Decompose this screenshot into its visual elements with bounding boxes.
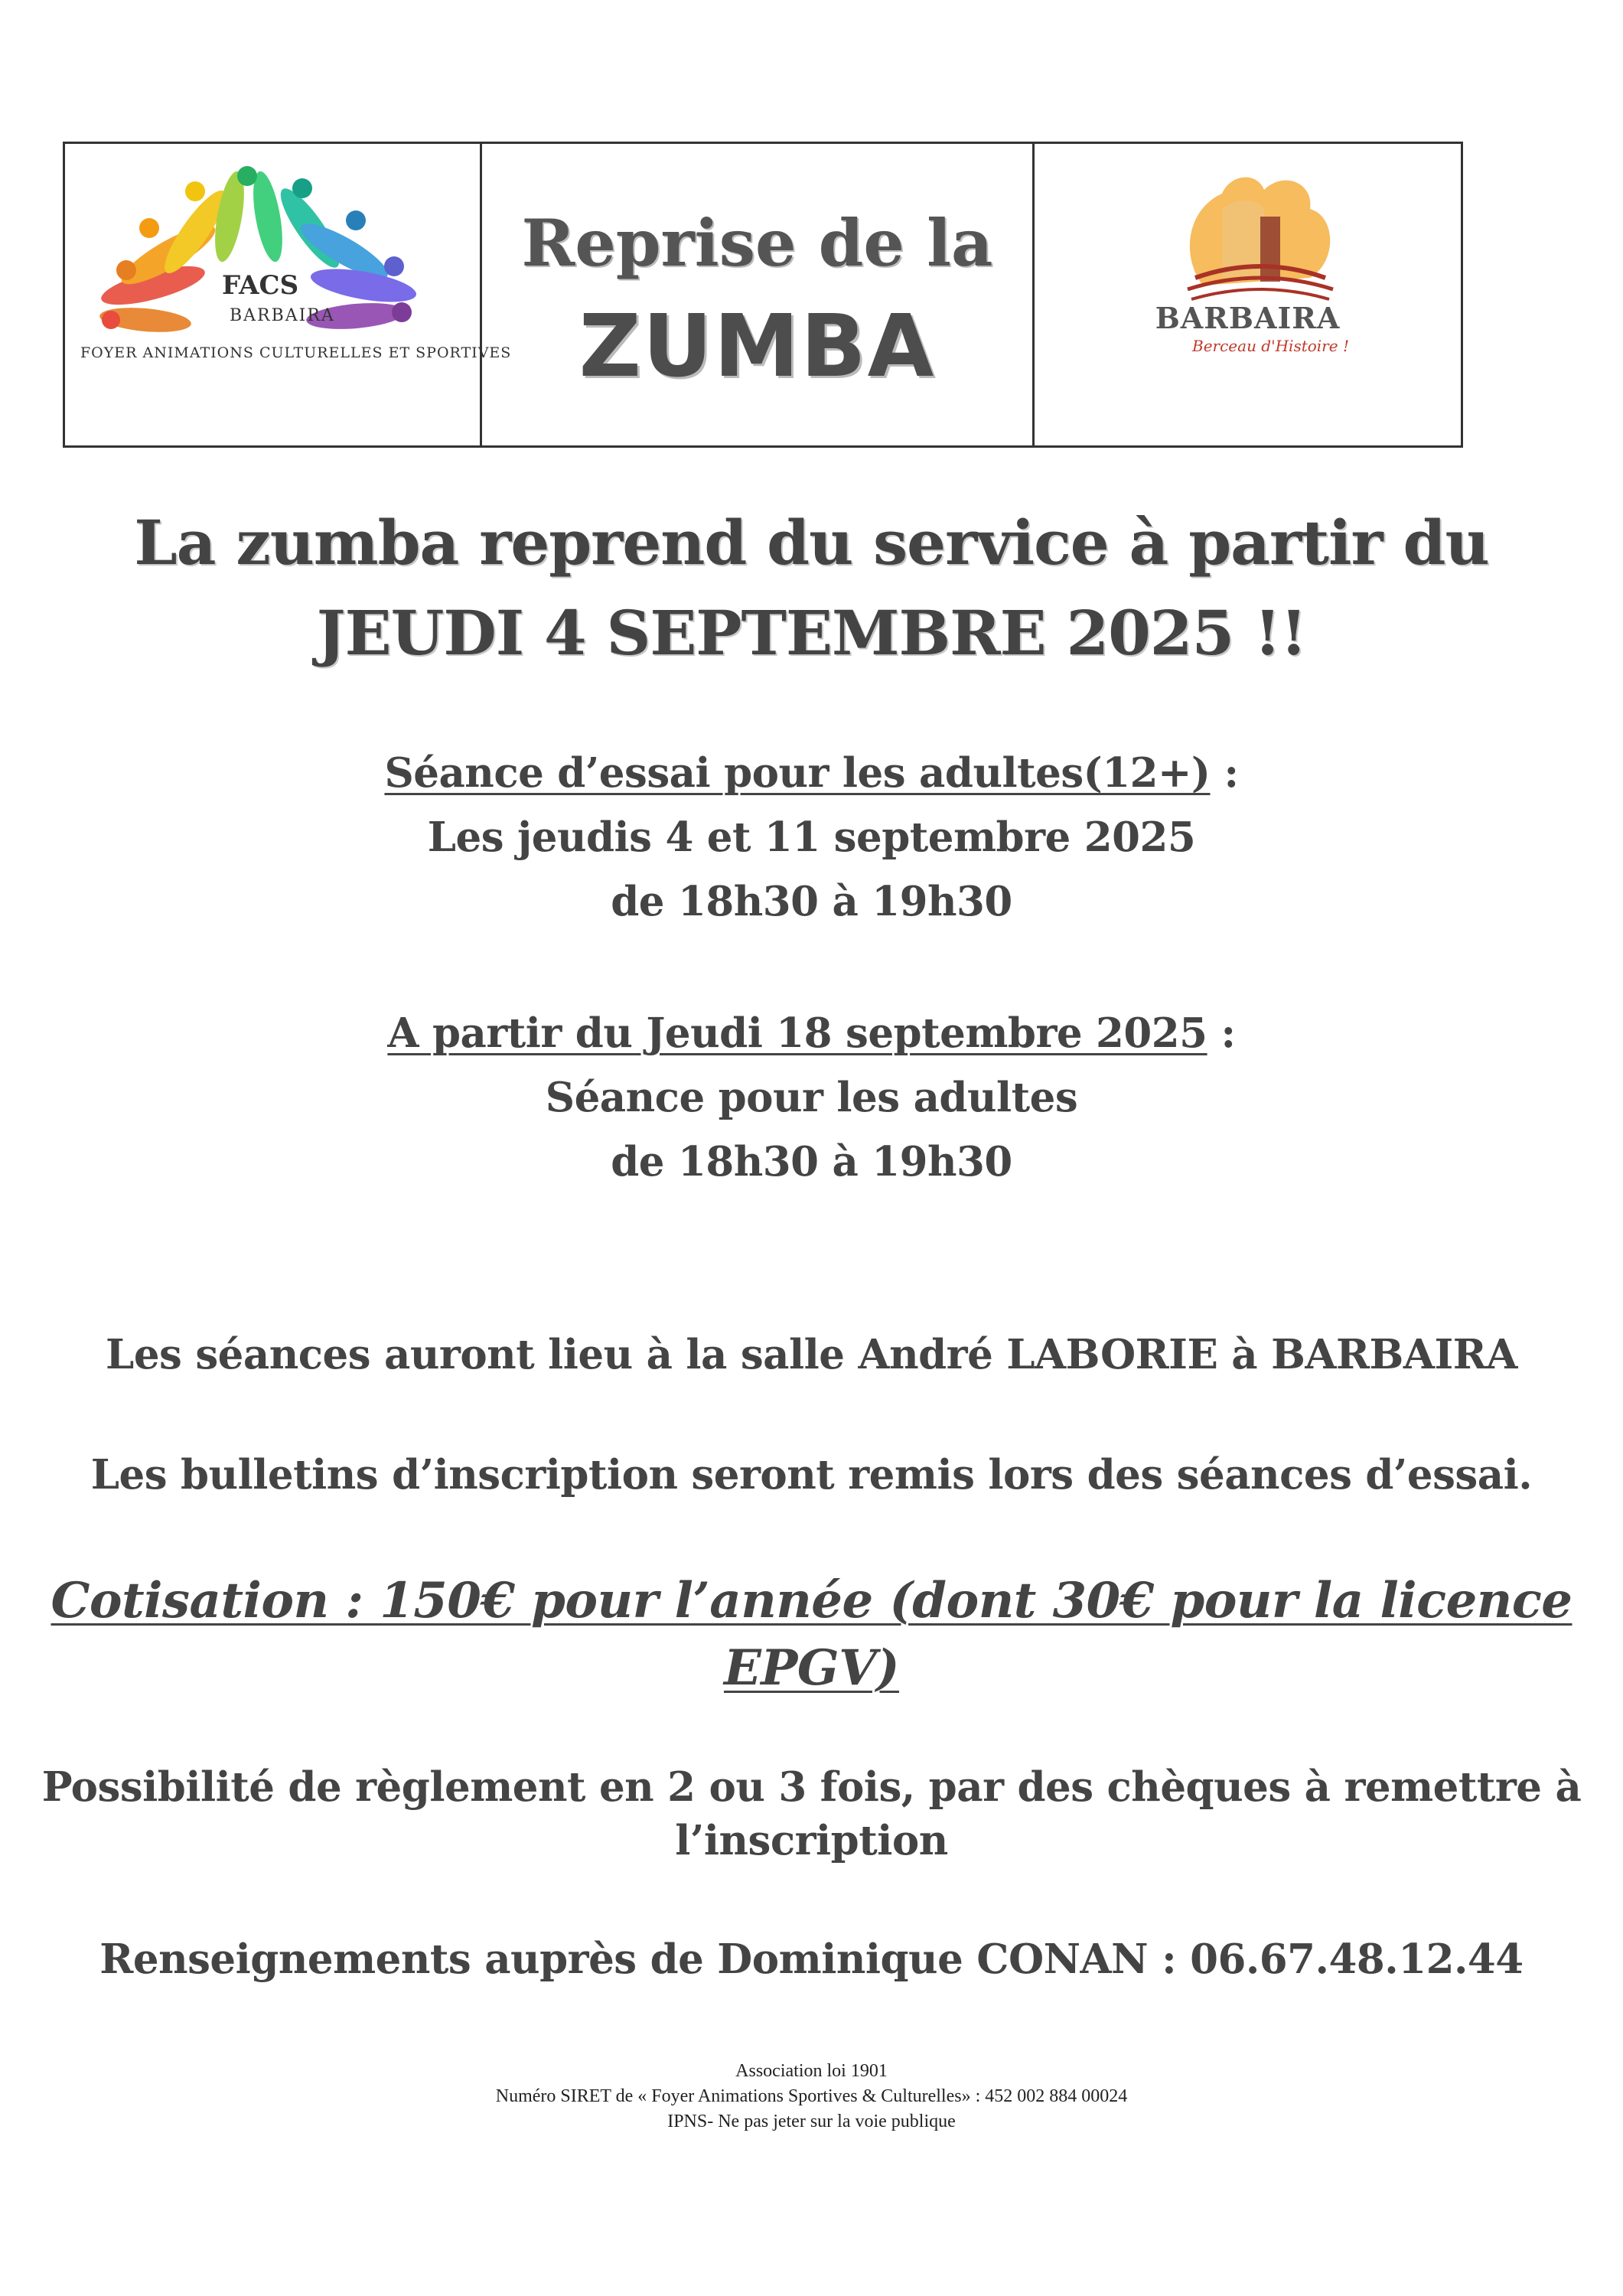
headline [0,497,1623,678]
trial-time: de 18h30 à 19h30 [611,878,1012,925]
title-cell [482,144,1035,445]
payment-line1: Possibilité de règlement en 2 ou 3 fois, par des chèques à remettre à [41,1763,1582,1811]
cotisation [0,1567,1623,1702]
regular-section [0,1001,1623,1194]
trial-section [0,741,1623,934]
page-title-line1: Reprise de la [521,205,993,281]
payment-line2: l’inscription [675,1817,948,1864]
regular-time: de 18h30 à 19h30 [611,1138,1012,1186]
barbaira-tagline: Berceau d'Histoire ! [1192,337,1349,355]
facs-name: FACS [222,270,299,301]
cotisation-line2: EPGV) [724,1639,899,1697]
trial-heading: Séance d’essai pour les adultes(12+) [384,749,1211,797]
location-text: Les séances auront lieu à la salle André LABORIE à BARBAIRA [106,1331,1517,1378]
footer-line1: Association loi 1901 [735,2061,888,2081]
contact-text: Renseignements auprès de Dominique CONAN : 06.67.48.12.44 [99,1936,1524,1983]
facs-subtitle: FOYER ANIMATIONS CULTURELLES ET SPORTIVES [80,344,512,361]
page-title-line2: ZUMBA [578,297,936,396]
trial-heading-suffix: : [1210,749,1239,797]
cotisation-line1: Cotisation : 150€ pour l’année (dont 30€ pour la licence [51,1572,1572,1629]
footer [0,2059,1623,2135]
headline-line2: JEUDI 4 SEPTEMBRE 2025 !! [316,597,1307,669]
footer-line3: IPNS- Ne pas jeter sur la voie publique [667,2112,956,2131]
barbaira-logo-cell [1035,144,1461,445]
registration-text: Les bulletins d’inscription seront remis lors des séances d’essai. [90,1451,1533,1499]
barbaira-logo [1149,163,1371,308]
facs-town: BARBAIRA [230,306,335,325]
regular-heading-suffix: : [1207,1009,1236,1057]
header-table [63,142,1463,448]
trial-days: Les jeudis 4 et 11 septembre 2025 [427,814,1196,861]
facs-logo-cell [65,144,512,445]
barbaira-name: BARBAIRA [1155,301,1341,335]
payment-text [0,1760,1623,1867]
headline-line1: La zumba reprend du service à partir du [134,507,1489,579]
footer-line2: Numéro SIRET de « Foyer Animations Sportives & Culturelles» : 452 002 884 00024 [495,2086,1128,2106]
regular-heading: A partir du Jeudi 18 septembre 2025 [387,1009,1207,1057]
regular-description: Séance pour les adultes [545,1074,1078,1121]
